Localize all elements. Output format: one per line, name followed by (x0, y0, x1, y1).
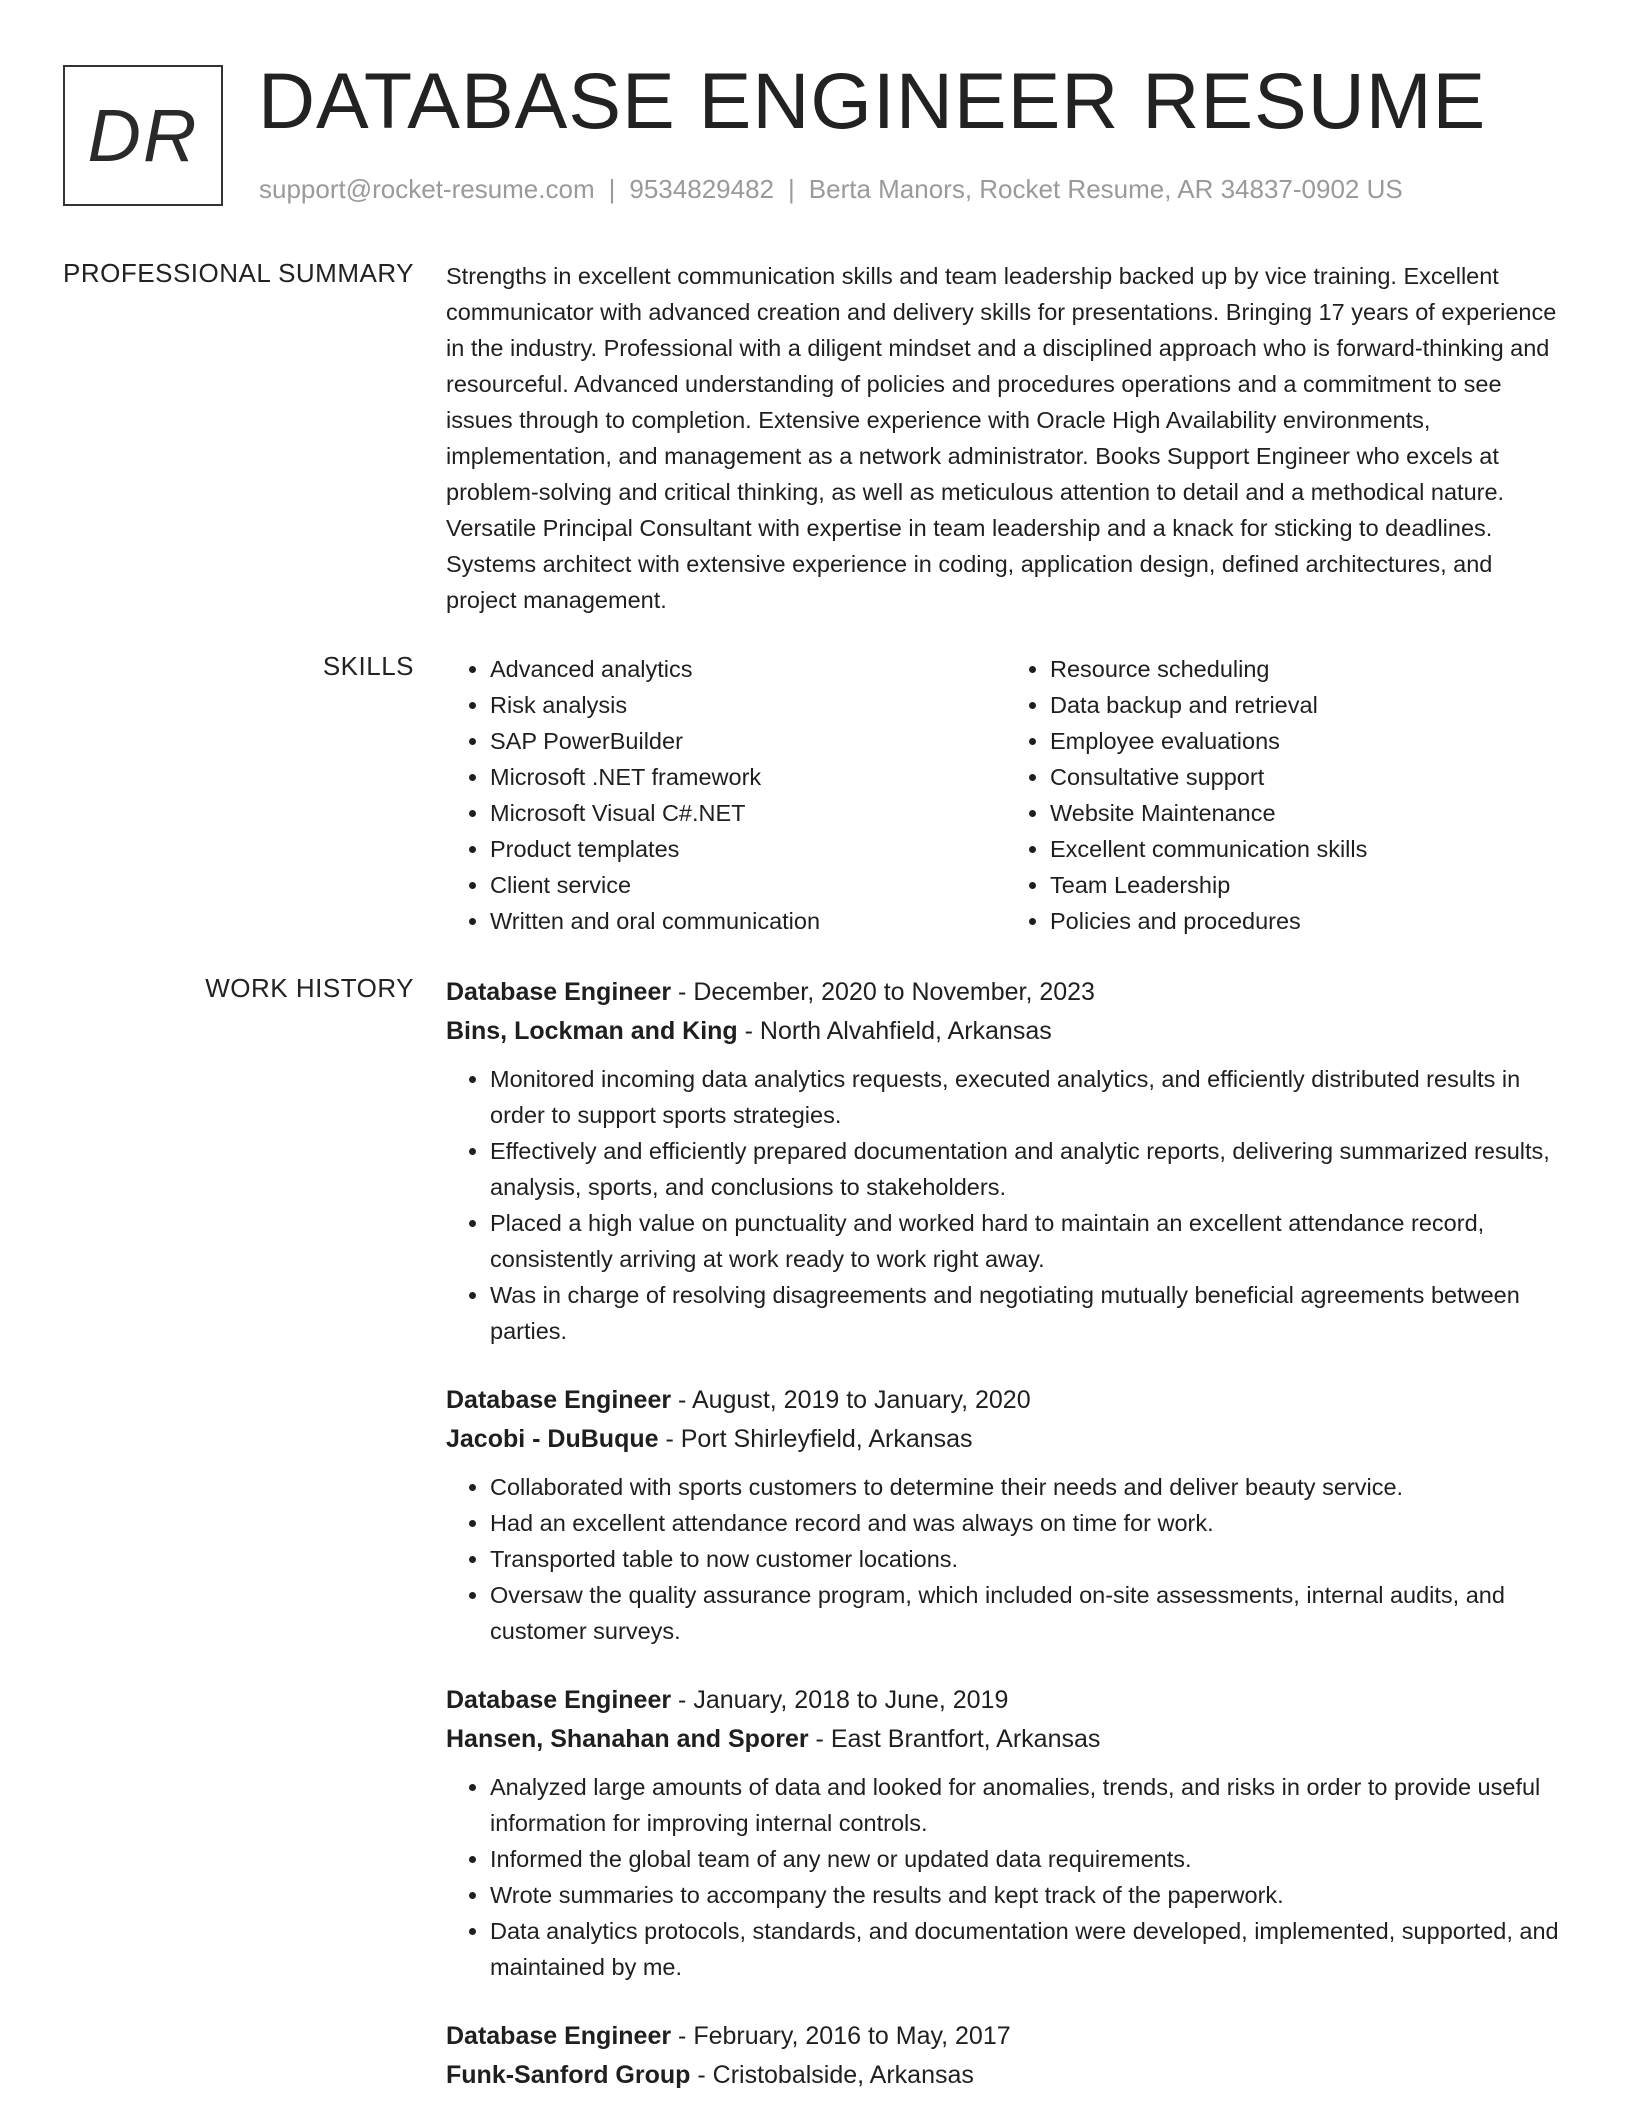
job-title: Database Engineer (446, 1686, 672, 1714)
contact-address: Berta Manors, Rocket Resume, AR 34837-0902 US (808, 174, 1403, 204)
job-bullet: • Effectively and efficiently prepared documentation and analytic reports, delivering summarized results, analysis, sports, and conclusions to stakeholders. (490, 1133, 1566, 1205)
job-bullet: • Wrote summaries to accompany the results and kept track of the paperwork. (490, 1877, 1566, 1913)
dash: - (671, 978, 694, 1006)
job-bullet-list (446, 1769, 1566, 1985)
job-bullet: • Informed the global team of any new or updated data requirements. (490, 1841, 1566, 1877)
page-title: DATABASE ENGINEER RESUME (258, 56, 1487, 145)
contact-email[interactable]: support@rocket-resume.com (259, 174, 595, 204)
skill-item: • Consultative support (1050, 759, 1566, 795)
skill-item: • Product templates (490, 831, 1006, 867)
skill-item: • Microsoft .NET framework (490, 759, 1006, 795)
dash: - (808, 1725, 831, 1753)
job-location: Port Shirleyfield, Arkansas (680, 1425, 973, 1453)
job-bullet: • Monitored incoming data analytics requests, executed analytics, and efficiently distributed results in order to support sports strategies. (490, 1061, 1566, 1133)
work-history-heading: WORK HISTORY (205, 973, 414, 1003)
dash: - (737, 1017, 760, 1045)
job-dates: February, 2016 to May, 2017 (693, 2022, 1011, 2050)
dash: - (690, 2061, 713, 2089)
job-company: Jacobi - DuBuque (446, 1425, 659, 1453)
job-bullet: • Analyzed large amounts of data and looked for anomalies, trends, and risks in order to provide useful information for improving internal controls. (490, 1769, 1566, 1841)
dash: - (671, 2022, 694, 2050)
job-title: Database Engineer (446, 1386, 672, 1414)
job-title-line (446, 2017, 1566, 2056)
job-title-line (446, 1381, 1566, 1420)
job-title-line (446, 973, 1566, 1012)
dash: - (658, 1425, 681, 1453)
skill-item: • Website Maintenance (1050, 795, 1566, 831)
job-location: East Brantfort, Arkansas (830, 1725, 1101, 1753)
skill-item: • Advanced analytics (490, 651, 1006, 687)
job-company-line (446, 1420, 1566, 1459)
job-company-line (446, 1012, 1566, 1051)
job-bullet: • Oversaw the quality assurance program, which included on-site assessments, internal audits, and customer surveys. (490, 1577, 1566, 1649)
summary-heading: PROFESSIONAL SUMMARY (63, 258, 414, 288)
skill-item: • Policies and procedures (1050, 903, 1566, 939)
contact-separator: | (788, 174, 795, 204)
job-bullet: • Data analytics protocols, standards, and documentation were developed, implemented, supported, and maintained by me. (490, 1913, 1566, 1985)
job-title: Database Engineer (446, 978, 672, 1006)
contact-line (259, 174, 1403, 205)
job-bullet: • Placed a high value on punctuality and worked hard to maintain an excellent attendance record, consistently arriving at work ready to work right away. (490, 1205, 1566, 1277)
job-dates: January, 2018 to June, 2019 (693, 1686, 1009, 1714)
skill-item: • Data backup and retrieval (1050, 687, 1566, 723)
skill-item: • Employee evaluations (1050, 723, 1566, 759)
job-company-line (446, 2056, 1566, 2095)
job-title: Database Engineer (446, 2022, 672, 2050)
skills-heading: SKILLS (322, 651, 414, 681)
contact-separator: | (608, 174, 616, 204)
job-title-line (446, 1681, 1566, 1720)
skill-item: • Team Leadership (1050, 867, 1566, 903)
job-bullet: • Had an excellent attendance record and was always on time for work. (490, 1505, 1566, 1541)
job-bullet-list (446, 1469, 1566, 1649)
skill-item: • Risk analysis (490, 687, 1006, 723)
job-company: Funk-Sanford Group (446, 2061, 691, 2089)
job-bullet: • Collaborated with sports customers to determine their needs and deliver beauty service. (490, 1469, 1566, 1505)
job-dates: August, 2019 to January, 2020 (691, 1386, 1031, 1414)
skill-item: • Excellent communication skills (1050, 831, 1566, 867)
job-company: Hansen, Shanahan and Sporer (446, 1725, 809, 1753)
job-location: North Alvahfield, Arkansas (759, 1017, 1052, 1045)
skill-item: • Resource scheduling (1050, 651, 1566, 687)
job-list (446, 973, 1566, 2127)
job-company: Bins, Lockman and King (446, 1017, 738, 1045)
job-company-line (446, 1720, 1566, 1759)
job-entry (446, 973, 1566, 1349)
job-entry (446, 1681, 1566, 1985)
monogram-text: DR (87, 94, 199, 177)
job-entry (446, 2017, 1566, 2095)
job-entry (446, 1381, 1566, 1649)
skill-item: • Microsoft Visual C#.NET (490, 795, 1006, 831)
skill-item: • Client service (490, 867, 1006, 903)
monogram-badge (63, 65, 223, 206)
skills-list-left (446, 651, 1006, 939)
skill-item: • SAP PowerBuilder (490, 723, 1006, 759)
skills-list-right (1006, 651, 1566, 939)
summary-text: Strengths in excellent communication skills and team leadership backed up by vice training. Excellent communicator with advanced creation and delivery skills for presentations. Bringing 17 years of experience in the industry. Professional with a diligent mindset and a disciplined approach who is forward-thinking and resourceful. Advanced understanding of policies and procedures operations and a commitment to see issues through to completion. Extensive experience with Oracle High Availability environments, implementation, and management as a network administrator. Books Support Engineer who excels at problem-solving and critical thinking, as well as meticulous attention to detail and a methodical nature. Versatile Principal Consultant with expertise in team leadership and a knack for sticking to deadlines. Systems architect with extensive experience in coding, application design, defined architectures, and project management. (446, 263, 1557, 613)
dash: - (671, 1686, 694, 1714)
job-bullet-list (446, 1061, 1566, 1349)
job-bullet: • Was in charge of resolving disagreements and negotiating mutually beneficial agreements between parties. (490, 1277, 1566, 1349)
skill-item: • Written and oral communication (490, 903, 1006, 939)
contact-phone[interactable]: 9534829482 (629, 174, 774, 204)
job-location: Cristobalside, Arkansas (712, 2061, 974, 2089)
job-dates: December, 2020 to November, 2023 (693, 978, 1095, 1006)
job-bullet: • Transported table to now customer locations. (490, 1541, 1566, 1577)
dash: - (671, 1386, 692, 1414)
